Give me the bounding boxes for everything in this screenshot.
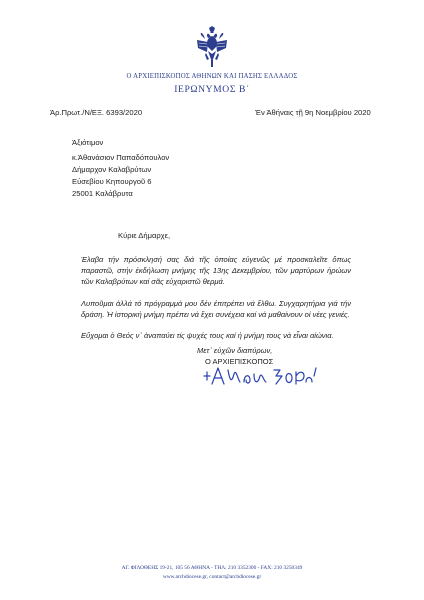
double-headed-eagle-icon: [196, 26, 228, 68]
closing-line-2: Ο ΑΡΧΙΕΠΙΣΚΟΠΟΣ: [205, 357, 274, 366]
body-paragraph-2: Λυποῦμαι ἀλλά τό πρόγραμμά μου δέν ἐπιτρέπει νά ἔλθω. Συγχαρητήρια γιά τήν δράση. Ἡ ἱστορική μνήμη πρέπει νά ἔχει συνέχεια καί νά μαθαίνουν οἱ νέες γενιές.: [81, 299, 351, 320]
greeting: Κύριε Δήμαρχε,: [118, 231, 171, 240]
recipient-postal: 25001 Καλάβρυτα: [72, 189, 133, 198]
handwritten-signature: [200, 362, 320, 392]
closing-line-1: Μετ᾽ εὐχῶν διαπύρων,: [197, 346, 273, 355]
reference-number: Άρ.Πρωτ./Ν/ΕΞ. 6393/2020: [50, 108, 143, 117]
letterhead-name: ΙΕΡΩΝΥΜΟΣ Β΄: [174, 84, 250, 95]
footer-contact: www.archdiocese.gr, contact@archdiocese.gr: [162, 574, 262, 580]
body-paragraph-3: Εὔχομαι ὁ Θεός ν᾽ ἀναπαύει τίς ψυχές τους καί ἡ μνήμη τους νά εἶναι αἰώνια.: [81, 331, 334, 340]
recipient-title: Δήμαρχον Καλαβρύτων: [72, 165, 152, 174]
body-paragraph-1: Έλαβα τήν πρόσκλησή σας διά τῆς ὁποίας εὐγενῶς μέ προσκαλεῖτε ὅπως παραστῶ, στήν ἐκδήλωση μνήμης τῆς 13ης Δεκεμβρίου, τῶν μαρτύρων ἡρώων τῶν Καλαβρύτων καί σᾶς εὐχαριστῶ θερμά.: [81, 255, 351, 287]
recipient-name: κ.Άθανάσιον Παπαδόπουλον: [72, 153, 170, 162]
footer-address: ΑΓ. ΦΙΛΟΘΕΗΣ 19-21, 105 56 ΑΘΗΝΑ - ΤΗΛ: 210 3352300 - FAX: 210 3250349: [121, 565, 303, 571]
letter-date: Έν Άθήναις τῇ 9η Νοεμβρίου 2020: [255, 108, 371, 117]
letterhead-organization: Ο ΑΡΧΙΕΠΙΣΚΟΠΟΣ ΑΘΗΝΩΝ ΚΑΙ ΠΑΣΗΣ ΕΛΛΑΔΟΣ: [126, 73, 298, 80]
recipient-street: Εὐσεβίου Κηπουργοῦ 6: [72, 177, 152, 186]
recipient-salutation: Άξιότιμον: [72, 138, 104, 147]
